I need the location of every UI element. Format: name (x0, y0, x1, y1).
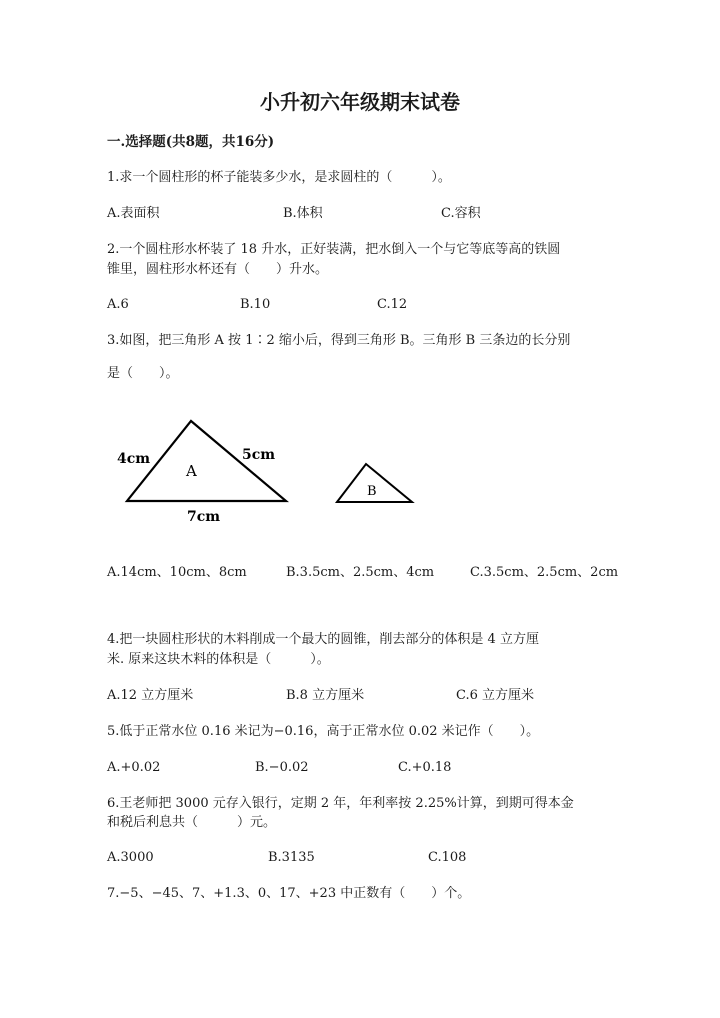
question-4-option-a[interactable]: A.12 立方厘米 (107, 688, 194, 703)
question-6-option-a[interactable]: A.3000 (107, 850, 154, 865)
question-6-option-b[interactable]: B.3135 (268, 850, 315, 865)
question-1-text: 1.求一个圆柱形的杯子能装多少水，是求圆柱的（ ）。 (107, 170, 451, 185)
question-2-option-a[interactable]: A.6 (107, 297, 129, 312)
triangle-a-bottom-side-label: 7cm (187, 509, 221, 525)
question-1-option-a[interactable]: A.表面积 (107, 206, 160, 221)
question-3-line-2: 是（ ）。 (107, 366, 179, 381)
question-6-line-1: 6.王老师把 3000 元存入银行，定期 2 年，年利率按 2.25%计算，到期可得本金 (107, 796, 574, 811)
question-7-text: 7.−5、−45、7、+1.3、0、17、+23 中正数有（ ）个。 (107, 886, 471, 901)
question-2-option-b[interactable]: B.10 (240, 297, 271, 312)
question-5-option-a[interactable]: A.+0.02 (107, 760, 161, 775)
question-4-line-2: 米. 原来这块木料的体积是（ ）。 (107, 652, 330, 667)
triangle-a-label: A (186, 462, 197, 480)
question-2-option-c[interactable]: C.12 (377, 297, 408, 312)
question-1-option-c[interactable]: C.容积 (441, 206, 481, 221)
question-5-option-b[interactable]: B.−0.02 (255, 760, 309, 775)
question-6-line-2: 和税后利息共（ ）元。 (107, 815, 277, 830)
question-1-option-b[interactable]: B.体积 (283, 206, 323, 221)
section-heading: 一.选择题(共8题，共16分) (107, 134, 275, 150)
question-5-option-c[interactable]: C.+0.18 (398, 760, 452, 775)
question-2-line-1: 2.一个圆柱形水杯装了 18 升水，正好装满，把水倒入一个与它等底等高的铁圆 (107, 242, 561, 257)
question-3-option-a[interactable]: A.14cm、10cm、8cm (107, 565, 247, 580)
question-4-line-1: 4.把一块圆柱形状的木料削成一个最大的圆锥，削去部分的体积是 4 立方厘 (107, 632, 539, 647)
triangle-a-right-side-label: 5cm (242, 447, 276, 463)
question-5-text: 5.低于正常水位 0.16 米记为−0.16，高于正常水位 0.02 米记作（ ）。 (107, 724, 540, 739)
question-3-option-c[interactable]: C.3.5cm、2.5cm、2cm (470, 565, 619, 580)
question-4-option-b[interactable]: B.8 立方厘米 (286, 688, 365, 703)
triangle-a-left-side-label: 4cm (117, 451, 151, 467)
question-2-line-2: 锥里，圆柱形水杯还有（ ）升水。 (107, 262, 329, 277)
triangle-b-label: B (367, 484, 377, 499)
question-6-option-c[interactable]: C.108 (428, 850, 467, 865)
page-title: 小升初六年级期末试卷 (260, 90, 460, 114)
question-3-line-1: 3.如图，把三角形 A 按 1∶2 缩小后，得到三角形 B。三角形 B 三条边的长分别 (107, 333, 571, 348)
question-4-option-c[interactable]: C.6 立方厘米 (456, 688, 535, 703)
question-3-option-b[interactable]: B.3.5cm、2.5cm、4cm (286, 565, 435, 580)
